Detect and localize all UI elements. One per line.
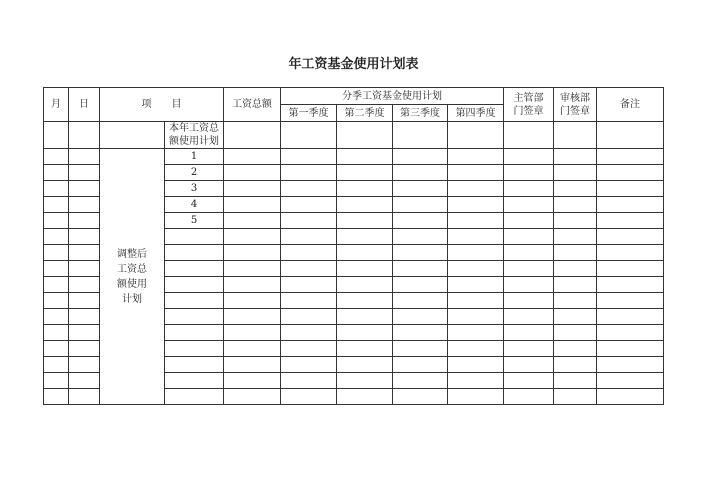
cell[interactable] (224, 389, 281, 405)
cell[interactable] (393, 293, 448, 309)
cell[interactable] (504, 213, 554, 229)
item-cell[interactable] (165, 277, 224, 293)
month-cell[interactable] (44, 309, 69, 325)
cell[interactable] (337, 373, 393, 389)
day-cell[interactable] (69, 325, 100, 341)
item-cell[interactable] (165, 261, 224, 277)
day-cell[interactable] (69, 149, 100, 165)
cell[interactable] (554, 325, 597, 341)
cell[interactable] (224, 341, 281, 357)
item-cell[interactable] (165, 373, 224, 389)
day-cell[interactable] (69, 277, 100, 293)
header-q2: 第二季度 (337, 105, 393, 122)
cell[interactable] (393, 309, 448, 325)
header-total: 工资总额 (224, 88, 281, 122)
cell[interactable] (337, 197, 393, 213)
cell[interactable] (554, 309, 597, 325)
cell[interactable] (554, 229, 597, 245)
cell[interactable] (597, 357, 664, 373)
cell[interactable] (504, 389, 554, 405)
cell[interactable] (554, 389, 597, 405)
cell[interactable] (554, 197, 597, 213)
day-cell[interactable] (69, 213, 100, 229)
cell[interactable] (224, 229, 281, 245)
cell[interactable] (393, 357, 448, 373)
cell[interactable] (554, 181, 597, 197)
cell[interactable] (337, 277, 393, 293)
cell[interactable] (554, 341, 597, 357)
month-cell[interactable] (44, 245, 69, 261)
cell[interactable] (448, 122, 504, 149)
annual-plan-label: 本年工资总额使用计划 (165, 122, 224, 149)
cell[interactable] (448, 229, 504, 245)
cell[interactable] (504, 122, 554, 149)
cell[interactable] (337, 165, 393, 181)
item-cell[interactable] (165, 357, 224, 373)
cell[interactable] (504, 373, 554, 389)
cell[interactable] (393, 277, 448, 293)
cell[interactable] (224, 245, 281, 261)
cell[interactable] (448, 325, 504, 341)
wage-fund-plan-table (43, 87, 664, 405)
cell[interactable] (224, 213, 281, 229)
cell[interactable] (100, 122, 165, 149)
month-cell[interactable] (44, 389, 69, 405)
cell[interactable] (504, 197, 554, 213)
month-cell[interactable] (44, 373, 69, 389)
cell[interactable] (393, 181, 448, 197)
cell[interactable] (337, 261, 393, 277)
item-cell[interactable]: 5 (165, 213, 224, 229)
cell[interactable] (554, 245, 597, 261)
day-cell[interactable] (69, 245, 100, 261)
cell[interactable] (224, 149, 281, 165)
cell[interactable] (597, 277, 664, 293)
month-cell[interactable] (44, 293, 69, 309)
cell[interactable] (504, 357, 554, 373)
cell[interactable] (504, 309, 554, 325)
cell[interactable] (554, 373, 597, 389)
cell[interactable] (337, 229, 393, 245)
cell[interactable] (597, 245, 664, 261)
cell[interactable] (393, 261, 448, 277)
cell[interactable] (554, 261, 597, 277)
cell[interactable] (448, 293, 504, 309)
cell[interactable] (281, 261, 337, 277)
cell[interactable] (597, 229, 664, 245)
cell[interactable] (281, 277, 337, 293)
item-cell[interactable] (165, 389, 224, 405)
cell[interactable] (504, 325, 554, 341)
cell[interactable] (393, 165, 448, 181)
month-cell[interactable] (44, 325, 69, 341)
cell[interactable] (281, 309, 337, 325)
cell[interactable] (224, 325, 281, 341)
cell[interactable] (448, 181, 504, 197)
cell[interactable] (224, 122, 281, 149)
cell[interactable] (448, 309, 504, 325)
cell[interactable] (224, 197, 281, 213)
day-cell[interactable] (69, 261, 100, 277)
item-cell[interactable] (165, 325, 224, 341)
cell[interactable] (393, 341, 448, 357)
cell[interactable] (393, 229, 448, 245)
cell[interactable] (504, 149, 554, 165)
cell[interactable] (554, 357, 597, 373)
cell[interactable] (504, 293, 554, 309)
cell[interactable] (44, 122, 69, 149)
month-cell[interactable] (44, 197, 69, 213)
cell[interactable] (337, 245, 393, 261)
cell[interactable] (597, 341, 664, 357)
cell[interactable] (393, 373, 448, 389)
page-title: 年工资基金使用计划表 (288, 57, 419, 72)
cell[interactable] (393, 325, 448, 341)
cell[interactable] (393, 197, 448, 213)
cell[interactable] (281, 389, 337, 405)
cell[interactable] (393, 213, 448, 229)
cell[interactable] (504, 181, 554, 197)
cell[interactable] (448, 245, 504, 261)
day-cell[interactable] (69, 197, 100, 213)
cell[interactable] (224, 277, 281, 293)
header-quarterly-plan: 分季工资基金使用计划 (281, 88, 504, 105)
cell[interactable] (281, 341, 337, 357)
cell[interactable] (281, 245, 337, 261)
cell[interactable] (224, 373, 281, 389)
month-cell[interactable] (44, 149, 69, 165)
cell[interactable] (337, 325, 393, 341)
cell[interactable] (281, 181, 337, 197)
month-cell[interactable] (44, 277, 69, 293)
cell[interactable] (597, 149, 664, 165)
cell[interactable] (504, 229, 554, 245)
cell[interactable] (448, 389, 504, 405)
item-cell[interactable] (165, 229, 224, 245)
cell[interactable] (554, 165, 597, 181)
cell[interactable] (554, 149, 597, 165)
cell[interactable] (597, 309, 664, 325)
cell[interactable] (448, 197, 504, 213)
month-cell[interactable] (44, 181, 69, 197)
cell[interactable] (224, 261, 281, 277)
cell[interactable] (337, 389, 393, 405)
cell[interactable] (554, 277, 597, 293)
day-cell[interactable] (69, 309, 100, 325)
cell[interactable] (337, 341, 393, 357)
day-cell[interactable] (69, 341, 100, 357)
item-cell[interactable]: 3 (165, 181, 224, 197)
month-cell[interactable] (44, 165, 69, 181)
cell[interactable] (597, 181, 664, 197)
cell[interactable] (337, 293, 393, 309)
item-cell[interactable] (165, 341, 224, 357)
day-cell[interactable] (69, 229, 100, 245)
day-cell[interactable] (69, 373, 100, 389)
cell[interactable] (393, 245, 448, 261)
cell[interactable] (597, 325, 664, 341)
item-cell[interactable]: 4 (165, 197, 224, 213)
cell[interactable] (281, 122, 337, 149)
cell[interactable] (337, 149, 393, 165)
cell[interactable] (597, 389, 664, 405)
cell[interactable] (554, 213, 597, 229)
cell[interactable] (281, 149, 337, 165)
cell[interactable] (504, 261, 554, 277)
cell[interactable] (597, 197, 664, 213)
table-row (44, 149, 664, 165)
cell[interactable] (597, 122, 664, 149)
day-cell[interactable] (69, 181, 100, 197)
cell[interactable] (224, 293, 281, 309)
header-q1: 第一季度 (281, 105, 337, 122)
header-q3: 第三季度 (393, 105, 448, 122)
cell[interactable] (281, 165, 337, 181)
day-cell[interactable] (69, 357, 100, 373)
cell[interactable] (597, 261, 664, 277)
cell[interactable] (281, 325, 337, 341)
header-audit-sign: 审核部门签章 (554, 88, 597, 122)
day-cell[interactable] (69, 293, 100, 309)
cell[interactable] (281, 293, 337, 309)
cell[interactable] (448, 261, 504, 277)
cell[interactable] (337, 213, 393, 229)
cell[interactable] (224, 181, 281, 197)
header-month: 月 (44, 88, 69, 122)
cell[interactable] (337, 309, 393, 325)
cell[interactable] (448, 213, 504, 229)
cell[interactable] (224, 357, 281, 373)
cell[interactable] (281, 357, 337, 373)
cell[interactable] (281, 213, 337, 229)
header-item: 项 目 (100, 88, 224, 122)
cell[interactable] (597, 165, 664, 181)
cell[interactable] (554, 122, 597, 149)
item-cell[interactable]: 2 (165, 165, 224, 181)
month-cell[interactable] (44, 213, 69, 229)
header-dept-sign: 主管部门签章 (504, 88, 554, 122)
cell[interactable] (224, 165, 281, 181)
cell[interactable] (337, 357, 393, 373)
cell[interactable] (448, 341, 504, 357)
cell[interactable] (448, 277, 504, 293)
cell[interactable] (281, 197, 337, 213)
cell[interactable] (554, 293, 597, 309)
header-q4: 第四季度 (448, 105, 504, 122)
cell[interactable] (393, 149, 448, 165)
cell[interactable] (504, 165, 554, 181)
cell[interactable] (504, 277, 554, 293)
cell[interactable] (448, 373, 504, 389)
cell[interactable] (448, 149, 504, 165)
item-cell[interactable] (165, 245, 224, 261)
month-cell[interactable] (44, 229, 69, 245)
cell[interactable] (504, 341, 554, 357)
cell[interactable] (393, 122, 448, 149)
month-cell[interactable] (44, 261, 69, 277)
month-cell[interactable] (44, 341, 69, 357)
cell[interactable] (224, 309, 281, 325)
cell[interactable] (281, 373, 337, 389)
header-remarks: 备注 (597, 88, 664, 122)
cell[interactable] (393, 389, 448, 405)
cell[interactable] (504, 245, 554, 261)
cell[interactable] (448, 165, 504, 181)
cell[interactable] (448, 357, 504, 373)
day-cell[interactable] (69, 165, 100, 181)
cell[interactable] (597, 213, 664, 229)
item-cell[interactable] (165, 293, 224, 309)
adjusted-plan-label: 调整后工资总额使用计划 (100, 149, 165, 405)
cell[interactable] (597, 373, 664, 389)
day-cell[interactable] (69, 389, 100, 405)
item-cell[interactable] (165, 309, 224, 325)
cell[interactable] (337, 181, 393, 197)
cell[interactable] (281, 229, 337, 245)
item-cell[interactable]: 1 (165, 149, 224, 165)
cell[interactable] (69, 122, 100, 149)
cell[interactable] (337, 122, 393, 149)
header-day: 日 (69, 88, 100, 122)
cell[interactable] (597, 293, 664, 309)
month-cell[interactable] (44, 357, 69, 373)
